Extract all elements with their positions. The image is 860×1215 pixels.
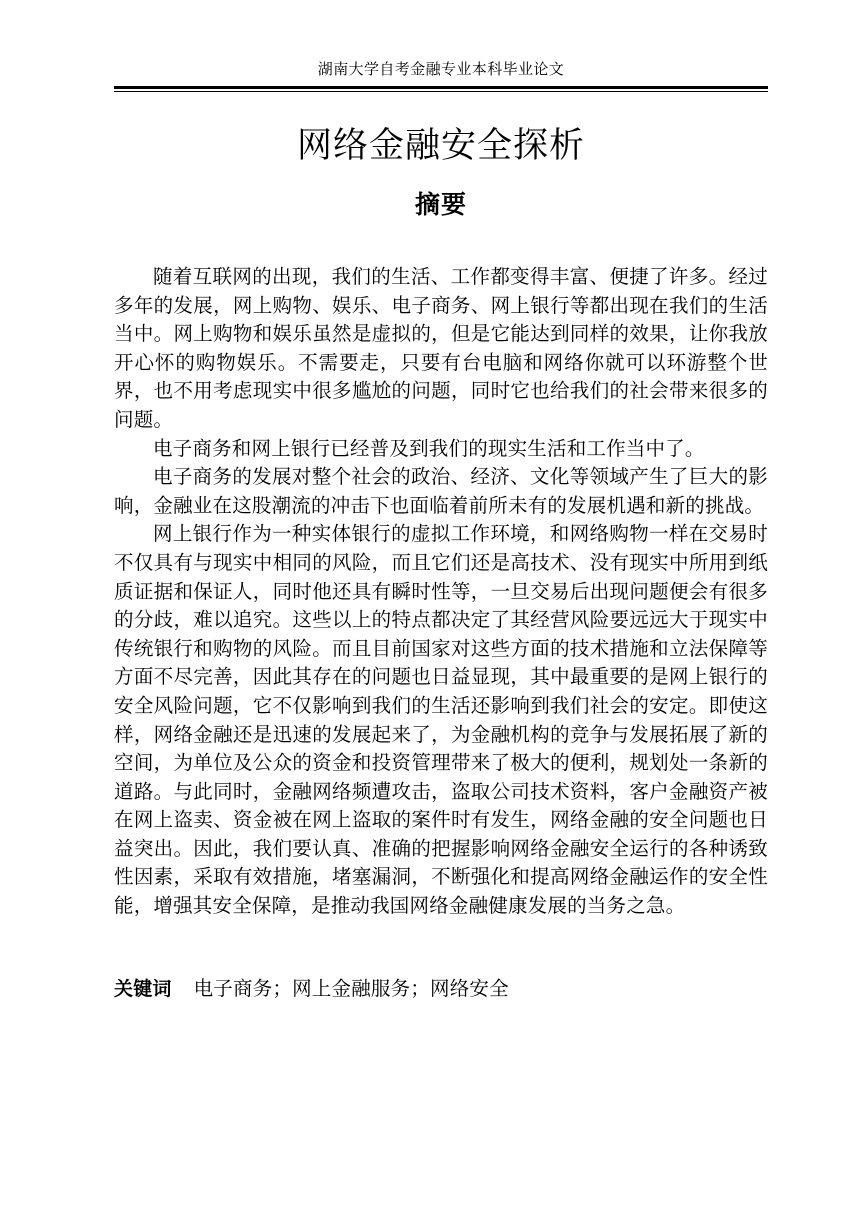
abstract-paragraph: 电子商务和网上银行已经普及到我们的现实生活和工作当中了。 <box>153 436 705 460</box>
document-content <box>114 118 768 1003</box>
abstract-body <box>114 263 768 921</box>
header-rule-thin-line <box>114 91 768 92</box>
keywords-line <box>114 975 768 1004</box>
abstract-paragraph: 随着互联网的出现，我们的生活、工作都变得丰富、便捷了许多。经过多年的发展，网上购物、娱乐、电子商务、网上银行等都出现在我们的生活当中。网上购物和娱乐虽然是虚拟的，但是它能达到同样的效果，让你我放开心怀的购物娱乐。不需要走，只要有台电脑和网络你就可以环游整个世界，也不用考虑现实中很多尴尬的问题，同时它也给我们的社会带来很多的问题。 <box>114 265 768 431</box>
running-header <box>114 58 768 92</box>
abstract-paragraph: 电子商务的发展对整个社会的政治、经济、文化等领域产生了巨大的影响，金融业在这股潮流的冲击下也面临着前所未有的发展机遇和新的挑战。 <box>114 465 768 517</box>
keywords-value: 电子商务；网上金融服务；网络安全 <box>193 976 509 1000</box>
keywords-label: 关键词 <box>114 977 172 1000</box>
running-header-text: 湖南大学自考金融专业本科毕业论文 <box>317 60 565 78</box>
abstract-paragraph: 网上银行作为一种实体银行的虚拟工作环境，和网络购物一样在交易时不仅具有与现实中相同的风险，而且它们还是高技术、没有现实中所用到纸质证据和保证人，同时他还具有瞬时性等，一旦交易后出现问题便会有很多的分歧，难以追究。这些以上的特点都决定了其经营风险要远远大于现实中传统银行和购物的风险。而且目前国家对这些方面的技术措施和立法保障等方面不尽完善，因此其存在的问题也日益显现，其中最重要的是网上银行的安全风险问题，它不仅影响到我们的生活还影响到我们社会的安定。即使这样，网络金融还是迅速的发展起来了，为金融机构的竞争与发展拓展了新的空间，为单位及公众的资金和投资管理带来了极大的便利，规划处一条新的道路。与此同时，金融网络频遭攻击，盗取公司技术资料，客户金融资产被在网上盗卖、资金被在网上盗取的案件时有发生，网络金融的安全问题也日益突出。因此，我们要认真、准确的把握影响网络金融安全运行的各种诱致性因素，采取有效措施，堵塞漏洞，不断强化和提高网络金融运作的安全性能，增强其安全保障，是推动我国网络金融健康发展的当务之急。 <box>114 522 768 918</box>
page-title: 网络金融安全探析 <box>296 126 585 166</box>
section-heading-abstract: 摘要 <box>414 190 467 219</box>
header-divider-rule <box>114 86 768 92</box>
